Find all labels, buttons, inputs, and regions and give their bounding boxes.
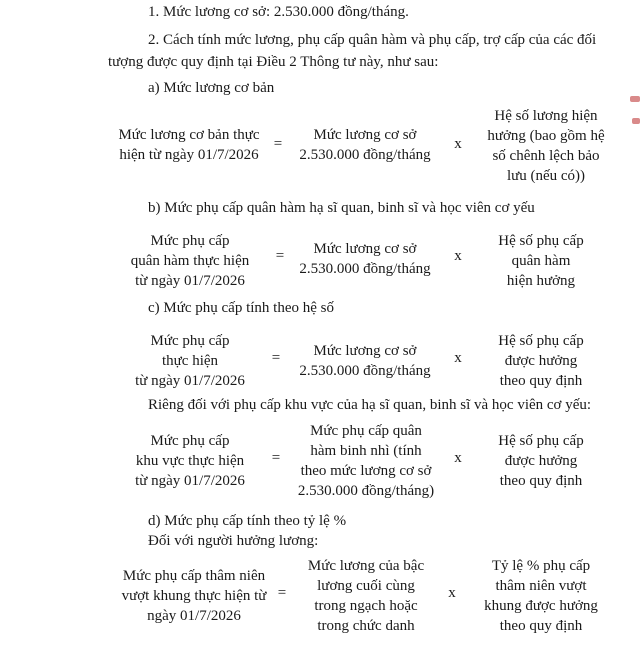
formula-c2-middle-line: Mức phụ cấp quân [310, 423, 422, 439]
formula-b-left-line: Mức phụ cấp [150, 233, 230, 249]
section-1-text: 1. Mức lương cơ sở: 2.530.000 đồng/tháng. [148, 4, 409, 20]
formula-d-right-line: Tỷ lệ % phụ cấp [491, 558, 591, 574]
formula-d-middle-line: trong ngạch hoặc [314, 598, 418, 614]
formula-c-left-line: từ ngày 01/7/2026 [135, 373, 245, 389]
formula-c2-middle-line: hàm binh nhì (tính [310, 443, 422, 459]
formula-a-middle-line: 2.530.000 đồng/tháng [299, 147, 431, 163]
formula-a-middle [290, 125, 440, 165]
formula-b-middle-line: 2.530.000 đồng/tháng [299, 261, 431, 277]
multiply-sign: x [454, 136, 462, 152]
equals-sign: = [277, 585, 287, 601]
formula-c-middle-line: Mức lương cơ sở [313, 343, 417, 359]
formula-c2-right-line: Hệ số phụ cấp [498, 433, 584, 449]
formula-c2-middle-line: theo mức lương cơ sở [300, 463, 432, 479]
heading-a: a) Mức lương cơ bản [148, 80, 275, 96]
formula-c2-right-line: theo quy định [499, 473, 583, 489]
formula-d-middle-line: trong chức danh [317, 618, 415, 634]
formula-b-left-line: quân hàm thực hiện [130, 253, 250, 269]
formula-a-left [104, 125, 274, 165]
equals-sign: = [275, 248, 285, 264]
formula-d-left [104, 566, 284, 626]
formula-d-middle [296, 556, 436, 636]
section-2-line-1: 2. Cách tính mức lương, phụ cấp quân hàm và phụ cấp, trợ cấp của các đối [148, 32, 597, 48]
formula-b-right-line: hiện hưởng [506, 273, 576, 289]
formula-c-middle [290, 341, 440, 381]
formula-c-right-line: được hưởng [504, 353, 578, 369]
formula-a-middle-line: Mức lương cơ sở [313, 127, 417, 143]
equals-sign: = [271, 350, 281, 366]
formula-c-right-line: theo quy định [499, 373, 583, 389]
formula-c2-left-line: từ ngày 01/7/2026 [135, 473, 245, 489]
section-2-line-2: tượng được quy định tại Điều 2 Thông tư này, như sau: [108, 54, 439, 70]
formula-c2-middle [286, 421, 446, 501]
formula-b-middle-line: Mức lương cơ sở [313, 241, 417, 257]
formula-c-right-line: Hệ số phụ cấp [498, 333, 584, 349]
multiply-sign: x [454, 350, 462, 366]
formula-c-left [110, 331, 270, 391]
heading-b: b) Mức phụ cấp quân hàm hạ sĩ quan, binh sĩ và học viên cơ yếu [148, 200, 535, 216]
formula-d-right-line: theo quy định [499, 618, 583, 634]
formula-c2-left [110, 431, 270, 491]
formula-d-left-line: ngày 01/7/2026 [147, 608, 241, 624]
formula-b-left-line: từ ngày 01/7/2026 [135, 273, 245, 289]
formula-c2-right-line: được hưởng [504, 453, 578, 469]
formula-b-right-line: quân hàm [511, 253, 571, 269]
formula-a-right-line: lưu (nếu có)) [506, 168, 586, 184]
margin-stamp-mark [632, 118, 640, 124]
subheading-d: Đối với người hưởng lương: [148, 533, 319, 549]
formula-d-left-line: vượt khung thực hiện từ [121, 588, 267, 604]
formula-a-right [476, 106, 616, 186]
formula-a-right-line: số chênh lệch bảo [492, 148, 600, 164]
formula-a-right-line: hưởng (bao gồm hệ [487, 128, 605, 144]
formula-d-middle-line: lương cuối cùng [317, 578, 415, 594]
formula-d-right-line: khung được hưởng [484, 598, 598, 614]
formula-b-middle [290, 239, 440, 279]
formula-d-right-line: thâm niên vượt [495, 578, 587, 594]
multiply-sign: x [448, 585, 456, 601]
formula-a-left-line: Mức lương cơ bản thực [118, 127, 260, 143]
heading-regional-allowance: Riêng đối với phụ cấp khu vực của hạ sĩ quan, binh sĩ và học viên cơ yếu: [148, 397, 592, 413]
formula-b-right [476, 231, 606, 291]
multiply-sign: x [454, 248, 462, 264]
formula-d-right [466, 556, 616, 636]
formula-b-left [110, 231, 270, 291]
formula-c-middle-line: 2.530.000 đồng/tháng [299, 363, 431, 379]
formula-a-right-line: Hệ số lương hiện [494, 108, 598, 124]
margin-stamp-mark [630, 96, 640, 102]
formula-b-right-line: Hệ số phụ cấp [498, 233, 584, 249]
formula-a-left-line: hiện từ ngày 01/7/2026 [119, 147, 259, 163]
formula-c2-left-line: Mức phụ cấp [150, 433, 230, 449]
formula-c2-right [476, 431, 606, 491]
formula-c-left-line: Mức phụ cấp [150, 333, 230, 349]
heading-d: d) Mức phụ cấp tính theo tỷ lệ % [148, 513, 347, 529]
equals-sign: = [271, 450, 281, 466]
formula-c-left-line: thực hiện [161, 353, 219, 369]
formula-d-left-line: Mức phụ cấp thâm niên [122, 568, 266, 584]
multiply-sign: x [454, 450, 462, 466]
formula-c-right [476, 331, 606, 391]
heading-c: c) Mức phụ cấp tính theo hệ số [148, 300, 334, 316]
formula-c2-left-line: khu vực thực hiện [135, 453, 245, 469]
equals-sign: = [273, 136, 283, 152]
formula-c2-middle-line: 2.530.000 đồng/tháng) [297, 483, 435, 499]
formula-d-middle-line: Mức lương của bậc [307, 558, 425, 574]
